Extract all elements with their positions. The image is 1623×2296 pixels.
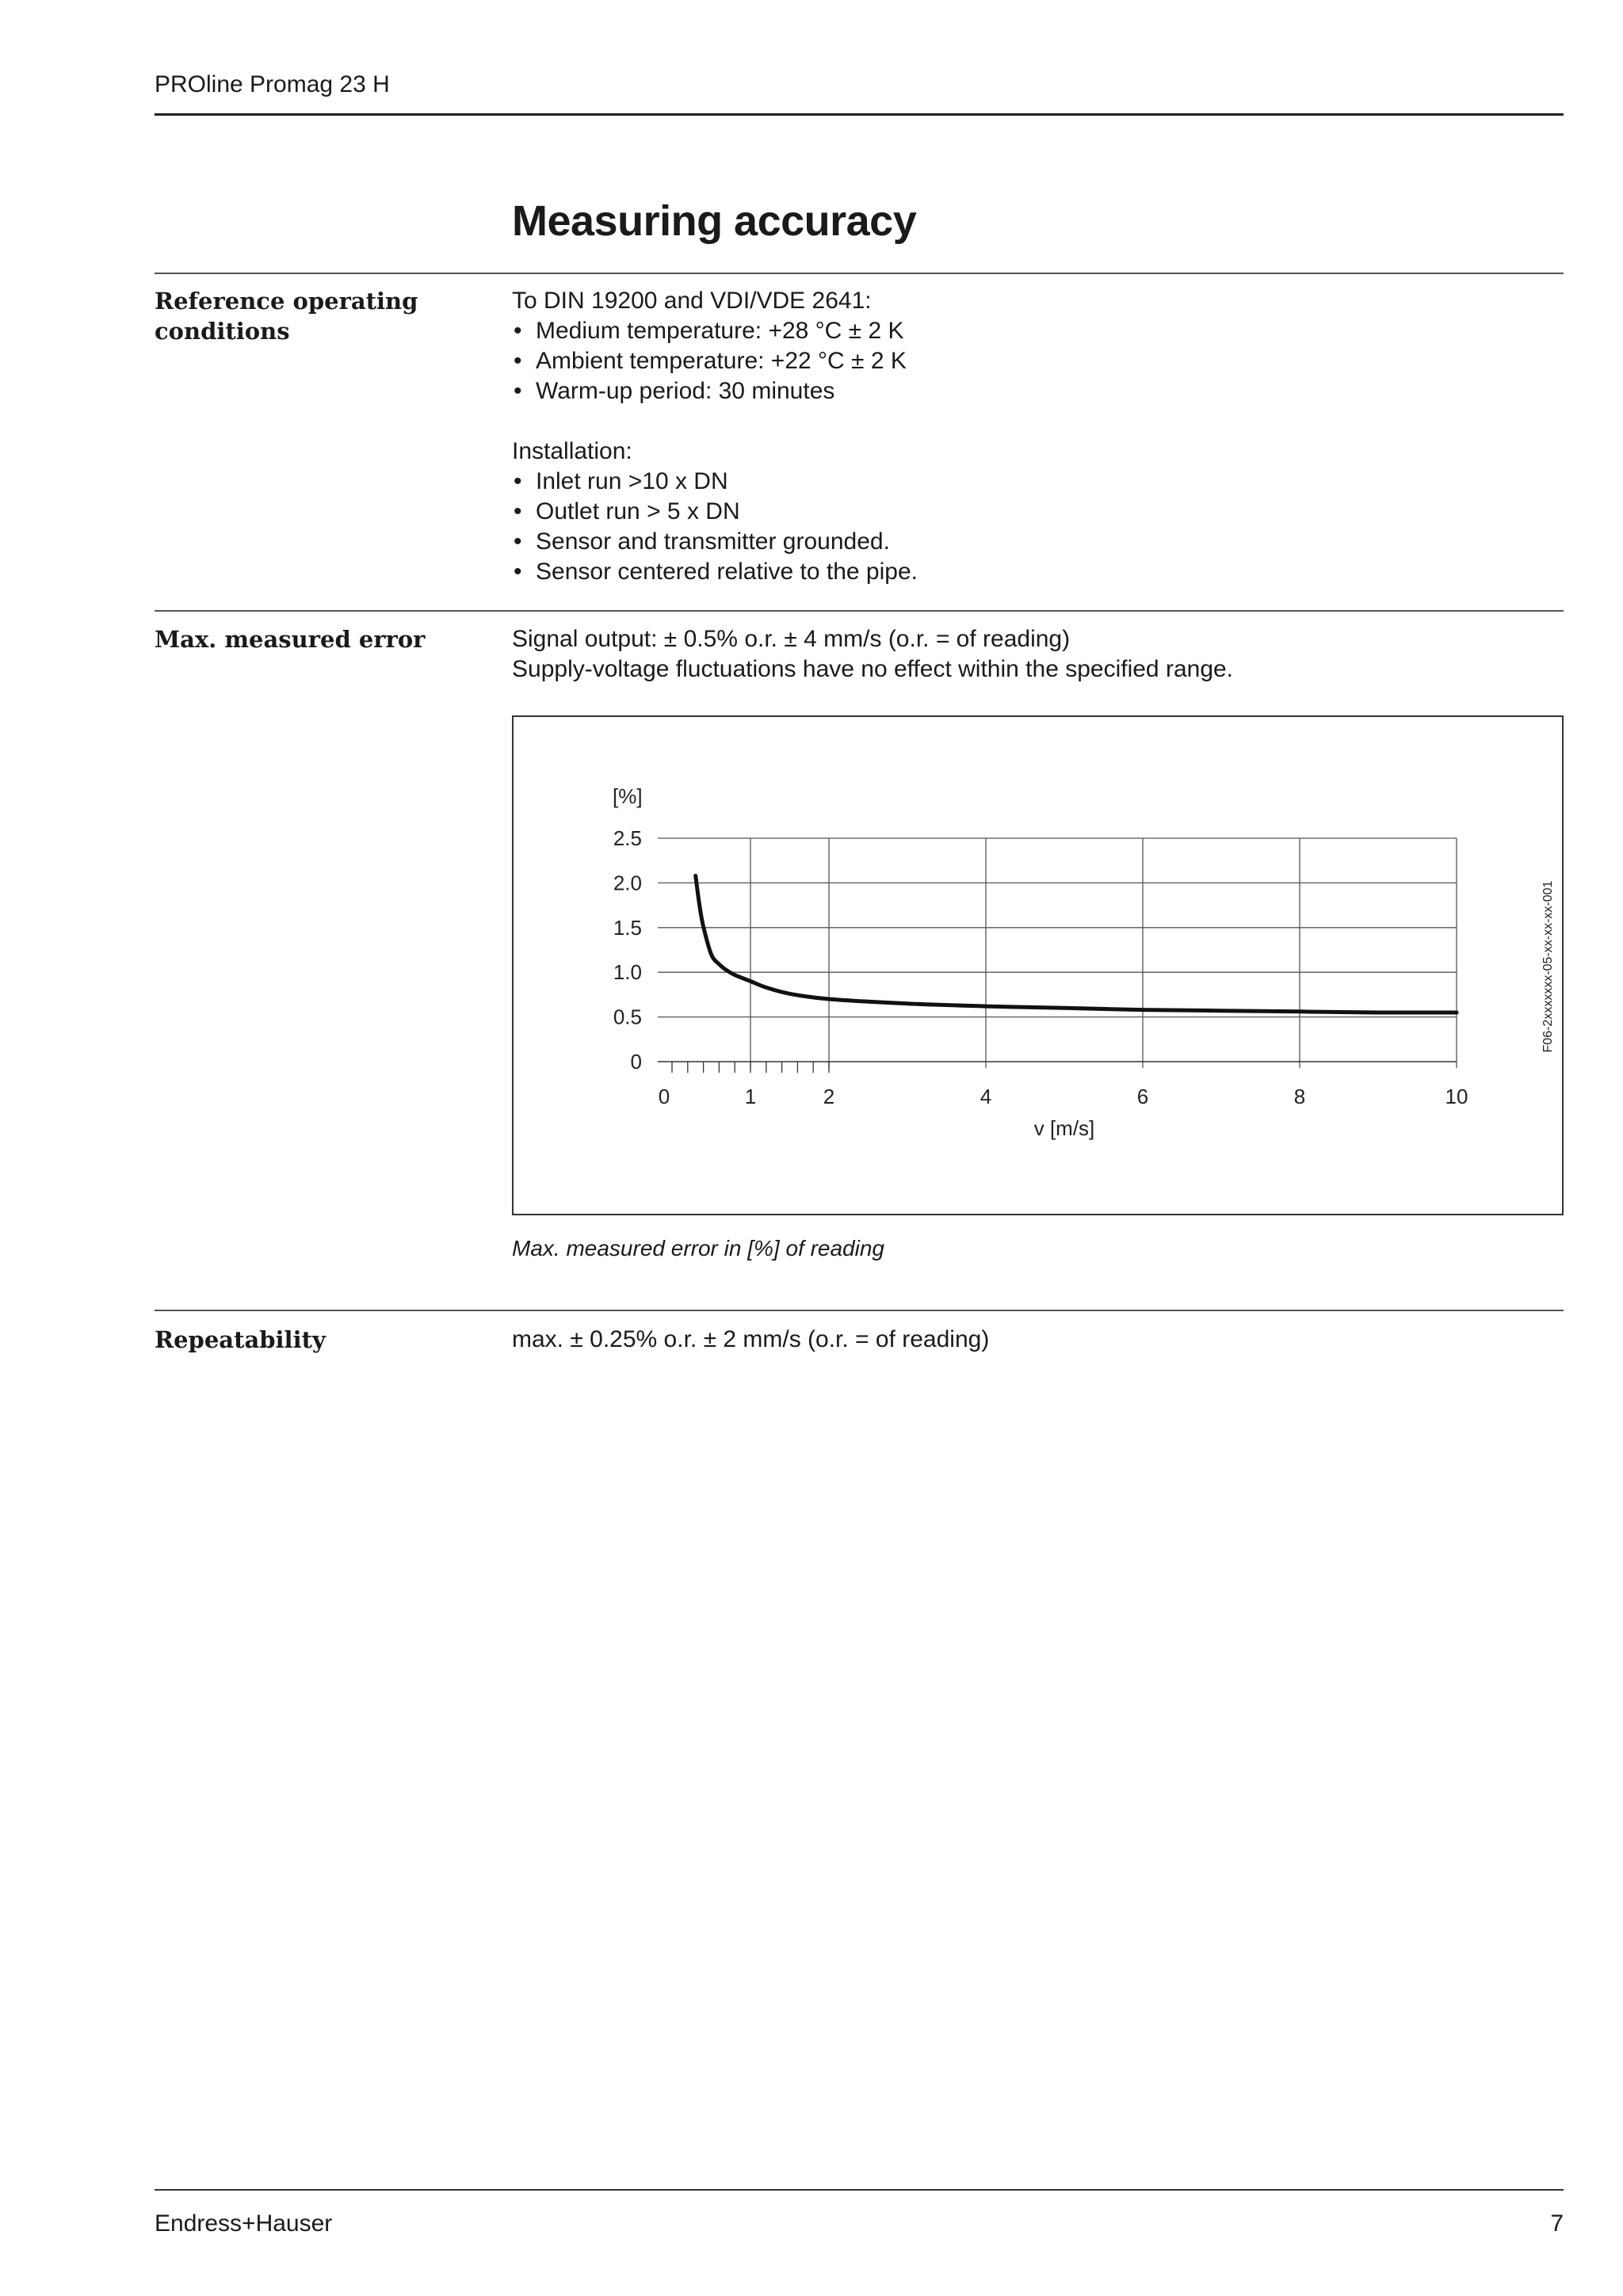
- section-rule: [155, 610, 1564, 612]
- y-tick-label: 1.5: [613, 915, 642, 940]
- repeatability-text: max. ± 0.25% o.r. ± 2 mm/s (o.r. = of reading): [512, 1326, 990, 1352]
- x-axis-label: v [m/s]: [1033, 1116, 1095, 1140]
- section-label-reference: Reference operating conditions: [155, 288, 418, 345]
- x-tick-label: 8: [1293, 1085, 1306, 1108]
- x-tick-label: 4: [980, 1085, 992, 1108]
- figure-caption: Max. measured error in [%] of reading: [512, 1236, 884, 1261]
- section-body-reference: [512, 286, 1558, 587]
- error-chart: [514, 717, 1565, 1217]
- series-line: [696, 875, 1457, 1013]
- section-body-repeatability: [512, 1325, 1558, 1355]
- section-body-max-error: [512, 624, 1558, 685]
- section-rule: [155, 1310, 1564, 1311]
- page-title: Measuring accuracy: [512, 197, 917, 245]
- page-number: 7: [1550, 2210, 1564, 2237]
- footer-brand: Endress+Hauser: [155, 2210, 333, 2237]
- list-item: • Sensor and transmitter grounded.: [512, 527, 1558, 557]
- reference-conditions-list: [512, 316, 1558, 406]
- page-header-title: PROline Promag 23 H: [155, 71, 390, 97]
- list-item: • Sensor centered relative to the pipe.: [512, 557, 1558, 587]
- y-axis-label: [%]: [613, 784, 643, 808]
- y-tick-label: 0: [630, 1050, 642, 1074]
- list-item: • Ambient temperature: +22 °C ± 2 K: [512, 346, 1558, 376]
- signal-output-text: Signal output: ± 0.5% o.r. ± 4 mm/s (o.r. = of reading): [512, 626, 1071, 652]
- x-tick-label: 2: [823, 1085, 835, 1108]
- reference-intro: To DIN 19200 and VDI/VDE 2641:: [512, 288, 872, 314]
- list-item: • Warm-up period: 30 minutes: [512, 376, 1558, 406]
- header-rule: [155, 113, 1564, 116]
- list-item: • Medium temperature: +28 °C ± 2 K: [512, 316, 1558, 346]
- section-label-repeatability: Repeatability: [155, 1326, 326, 1353]
- x-tick-label: 10: [1445, 1085, 1468, 1108]
- list-item: • Outlet run > 5 x DN: [512, 497, 1558, 527]
- x-tick-label: 1: [744, 1085, 757, 1108]
- y-tick-label: 1.0: [613, 960, 642, 985]
- installation-list: [512, 467, 1558, 587]
- footer-rule: [155, 2189, 1564, 2191]
- y-tick-label: 2.0: [613, 871, 642, 895]
- section-label-max-error: Max. measured error: [155, 626, 426, 653]
- title-rule: [155, 273, 1564, 274]
- list-item: • Inlet run >10 x DN: [512, 467, 1558, 497]
- x-tick-label: 6: [1136, 1085, 1149, 1108]
- error-chart-figure: [512, 715, 1564, 1215]
- y-tick-label: 0.5: [613, 1005, 642, 1029]
- figure-id-label: F06-2xxxxxxx-05-xx-xx-xx-001: [1541, 880, 1555, 1053]
- supply-voltage-text: Supply-voltage fluctuations have no effect within the specified range.: [512, 656, 1234, 682]
- installation-heading: Installation:: [512, 438, 632, 464]
- y-tick-label: 2.5: [613, 826, 642, 850]
- x-tick-label: 0: [658, 1085, 670, 1108]
